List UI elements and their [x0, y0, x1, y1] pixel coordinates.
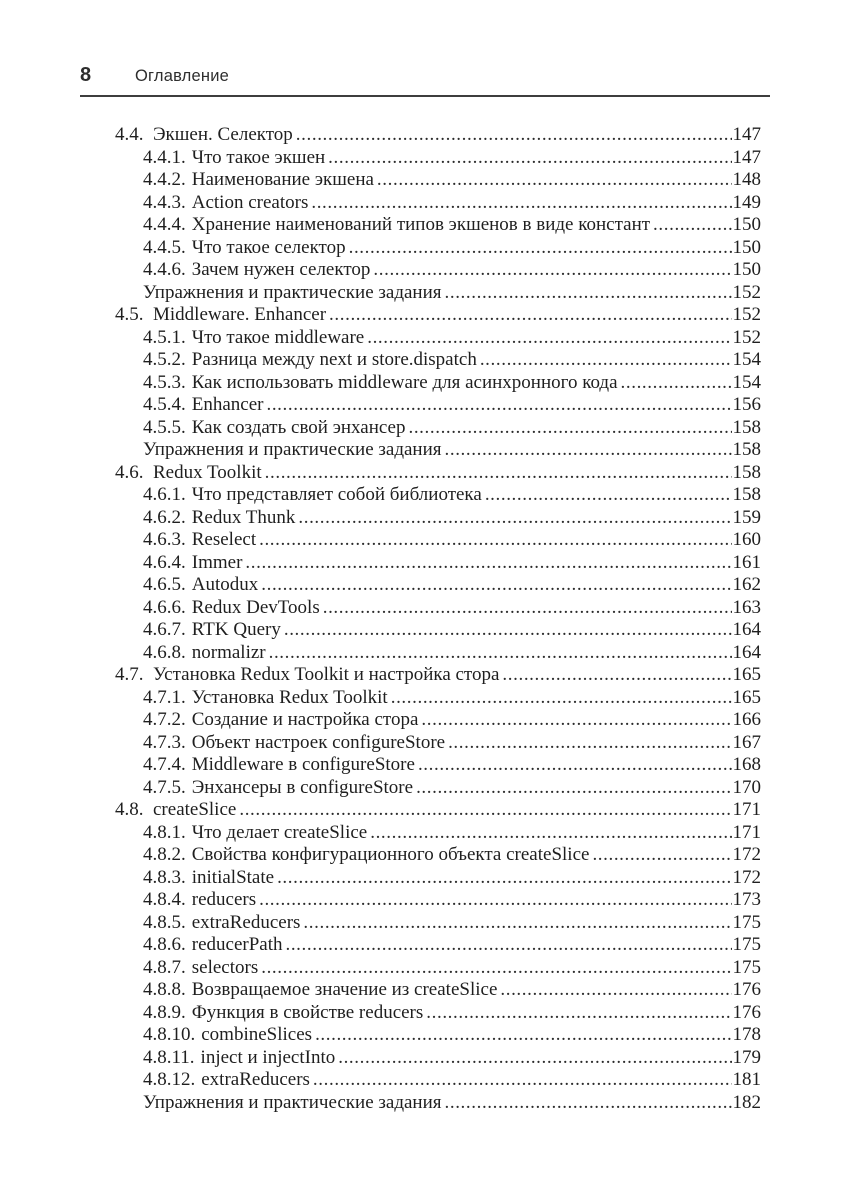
toc-entry-title: Что представляет собой библиотека [191, 484, 482, 505]
toc-entry-title: initialState [191, 866, 275, 888]
toc-entry-number: 4.6. [115, 461, 144, 483]
toc-entry-page: 165 [732, 686, 761, 708]
toc-entry-number: 4.6.5. [143, 574, 186, 595]
toc-entry-number: 4.8.11. [143, 1046, 195, 1068]
toc-entry-title: Объект настроек configureStore [191, 731, 446, 753]
toc-entry-page: 158 [732, 416, 761, 438]
toc-entry-number: 4.5.2. [143, 349, 186, 370]
toc-entry-title: Redux Thunk [191, 506, 296, 528]
toc-entry-page: 152 [732, 304, 761, 325]
toc-entry[interactable] [115, 552, 761, 575]
dot-leader [426, 1002, 731, 1025]
toc-entry[interactable] [115, 912, 761, 935]
toc-entry-title: Свойства конфигурационного объекта createSlice [191, 844, 590, 865]
toc-entry-number: 4.6.4. [143, 551, 186, 573]
dot-leader [373, 259, 731, 282]
dot-leader [296, 124, 732, 147]
toc-entry[interactable] [115, 709, 761, 732]
dot-leader [377, 169, 732, 192]
toc-entry-number: 4.6.1. [143, 484, 186, 505]
toc-entry-title: Хранение наименований типов экшенов в виде констант [191, 214, 651, 235]
dot-leader [445, 1092, 732, 1115]
toc-entry-number: 4.5.1. [143, 326, 186, 348]
toc-entry[interactable] [115, 214, 761, 237]
toc-entry-page: 147 [732, 124, 761, 145]
toc-entry-number: 4.5. [115, 304, 144, 325]
toc-entry-number: 4.5.4. [143, 394, 186, 415]
toc-entry[interactable] [115, 844, 761, 867]
toc-entry-title: Возвращаемое значение из createSlice [191, 979, 498, 1000]
toc-entry-title: createSlice [153, 799, 237, 820]
dot-leader [311, 192, 731, 215]
header-rule [80, 95, 770, 97]
toc-entry-number: 4.7.2. [143, 709, 186, 730]
dot-leader [285, 934, 731, 957]
toc-entry[interactable] [115, 192, 761, 215]
dot-leader [313, 1069, 732, 1092]
toc-entry-title: Наименование экшена [191, 169, 374, 190]
toc-entry-number: 4.7.3. [143, 731, 186, 753]
toc-entry[interactable] [115, 867, 761, 890]
toc-entry-number: 4.8.10. [143, 1024, 196, 1045]
toc-entry-page: 171 [732, 799, 761, 820]
toc-entry-page: 161 [732, 551, 761, 573]
toc-entry-page: 148 [732, 169, 761, 190]
toc-entry-number: 4.8.5. [143, 911, 186, 933]
toc-entry-number: 4.6.7. [143, 619, 186, 640]
toc-entry-title: RTK Query [191, 619, 281, 640]
toc-entry-number: 4.4.4. [143, 214, 186, 235]
dot-leader [266, 394, 731, 417]
toc-entry-number: 4.8.7. [143, 956, 186, 978]
toc-entry[interactable] [115, 1002, 761, 1025]
toc-entry[interactable] [115, 979, 761, 1002]
dot-leader [298, 507, 731, 530]
toc-entry-number: 4.6.3. [143, 529, 186, 550]
toc-entry-page: 170 [732, 776, 761, 798]
toc-entry[interactable] [115, 169, 761, 192]
toc-entry-title: reducerPath [191, 934, 283, 955]
dot-leader [259, 889, 731, 912]
toc-entry-title: Action creators [191, 191, 309, 213]
dot-leader [259, 529, 731, 552]
toc-entry-page: 176 [732, 1001, 761, 1023]
toc-entry-number: 4.8.6. [143, 934, 186, 955]
toc-entry-title: Зачем нужен селектор [191, 259, 371, 280]
toc-entry-number: 4.4.2. [143, 169, 186, 190]
toc-entry-page: 168 [732, 754, 761, 775]
toc-entry-page: 181 [732, 1069, 761, 1090]
toc-entry-title: Упражнения и практические задания [143, 439, 442, 460]
dot-leader [245, 552, 731, 575]
toc-entry-page: 175 [732, 911, 761, 933]
dot-leader [500, 979, 731, 1002]
toc-entry-page: 152 [732, 281, 761, 303]
dot-leader [328, 147, 731, 170]
table-of-contents [115, 124, 761, 1114]
toc-entry-title: Создание и настройка стора [191, 709, 419, 730]
toc-entry[interactable] [115, 934, 761, 957]
toc-entry[interactable] [115, 282, 761, 305]
toc-entry-number: 4.8.3. [143, 866, 186, 888]
dot-leader [239, 799, 731, 822]
toc-entry-page: 178 [732, 1024, 761, 1045]
toc-entry-title: Упражнения и практические задания [143, 281, 442, 303]
toc-entry[interactable] [115, 754, 761, 777]
dot-leader [338, 1047, 731, 1070]
toc-entry[interactable] [115, 484, 761, 507]
toc-entry-page: 171 [732, 821, 761, 843]
dot-leader [408, 417, 731, 440]
dot-leader [592, 844, 731, 867]
dot-leader [445, 439, 732, 462]
dot-leader [421, 709, 731, 732]
toc-entry[interactable] [115, 394, 761, 417]
toc-entry-page: 149 [732, 191, 761, 213]
toc-entry[interactable] [115, 1092, 761, 1115]
toc-entry-number: 4.4.1. [143, 146, 186, 168]
toc-entry-title: Упражнения и практические задания [143, 1091, 442, 1113]
toc-entry-page: 182 [732, 1091, 761, 1113]
toc-entry[interactable] [115, 889, 761, 912]
toc-entry-number: 4.8.12. [143, 1069, 196, 1090]
toc-entry-title: Функция в свойстве reducers [191, 1001, 424, 1023]
toc-entry-page: 175 [732, 956, 761, 978]
dot-leader [445, 282, 732, 305]
toc-entry-title: extraReducers [201, 1069, 310, 1090]
toc-entry[interactable] [115, 462, 761, 485]
toc-entry[interactable] [115, 124, 761, 147]
toc-entry-title: Immer [191, 551, 243, 573]
toc-entry-page: 154 [732, 371, 761, 393]
toc-entry[interactable] [115, 417, 761, 440]
toc-entry-page: 175 [732, 934, 761, 955]
dot-leader [370, 822, 731, 845]
dot-leader [502, 664, 731, 687]
dot-leader [480, 349, 732, 372]
toc-entry-page: 172 [732, 844, 761, 865]
toc-entry-page: 150 [732, 236, 761, 258]
toc-entry-title: Как использовать middleware для асинхронного кода [191, 371, 618, 393]
toc-entry-page: 156 [732, 394, 761, 415]
page-number: 8 [80, 64, 92, 86]
toc-entry-page: 150 [732, 214, 761, 235]
dot-leader [329, 304, 731, 327]
dot-leader [349, 237, 732, 260]
toc-entry[interactable] [115, 507, 761, 530]
toc-entry-number: 4.7.4. [143, 754, 186, 775]
toc-entry-title: Разница между next и store.dispatch [191, 349, 477, 370]
toc-entry-page: 173 [732, 889, 761, 910]
dot-leader [653, 214, 731, 237]
toc-entry-page: 160 [732, 529, 761, 550]
toc-entry-number: 4.7. [115, 664, 144, 685]
toc-entry-page: 150 [732, 259, 761, 280]
toc-entry-page: 166 [732, 709, 761, 730]
toc-entry-title: Что такое middleware [191, 326, 365, 348]
toc-entry-title: Middleware в configureStore [191, 754, 415, 775]
toc-entry-page: 164 [732, 641, 761, 663]
toc-entry-title: Redux Toolkit [153, 461, 262, 483]
toc-entry-page: 164 [732, 619, 761, 640]
toc-entry[interactable] [115, 597, 761, 620]
toc-entry[interactable] [115, 777, 761, 800]
dot-leader [485, 484, 732, 507]
toc-entry[interactable] [115, 664, 761, 687]
toc-entry-number: 4.4. [115, 124, 144, 145]
toc-entry-page: 147 [732, 146, 761, 168]
toc-entry-title: Enhancer [191, 394, 264, 415]
toc-entry-page: 158 [732, 439, 761, 460]
toc-entry-page: 165 [732, 664, 761, 685]
toc-entry[interactable] [115, 529, 761, 552]
toc-entry-title: Autodux [191, 574, 259, 595]
toc-entry[interactable] [115, 237, 761, 260]
toc-entry-number: 4.7.1. [143, 686, 186, 708]
toc-entry-number: 4.8. [115, 799, 144, 820]
running-head-title: Оглавление [135, 67, 229, 85]
toc-entry[interactable] [115, 822, 761, 845]
toc-entry-title: Reselect [191, 529, 257, 550]
toc-entry[interactable] [115, 687, 761, 710]
dot-leader [265, 462, 732, 485]
toc-entry-title: Middleware. Enhancer [153, 304, 327, 325]
toc-entry-title: Что делает createSlice [191, 821, 368, 843]
toc-entry-number: 4.4.3. [143, 191, 186, 213]
toc-entry[interactable] [115, 304, 761, 327]
toc-entry-title: Что такое селектор [191, 236, 346, 258]
toc-entry[interactable] [115, 1024, 761, 1047]
toc-entry[interactable] [115, 1069, 761, 1092]
dot-leader [269, 642, 732, 665]
toc-entry[interactable] [115, 349, 761, 372]
toc-entry[interactable] [115, 372, 761, 395]
toc-entry-title: inject и injectInto [200, 1046, 336, 1068]
toc-entry[interactable] [115, 259, 761, 282]
toc-entry-page: 163 [732, 596, 761, 618]
toc-entry-title: combineSlices [201, 1024, 313, 1045]
toc-entry[interactable] [115, 642, 761, 665]
toc-entry[interactable] [115, 957, 761, 980]
toc-entry-title: Энхансеры в configureStore [191, 776, 414, 798]
toc-entry-number: 4.7.5. [143, 776, 186, 798]
dot-leader [621, 372, 732, 395]
toc-entry-page: 167 [732, 731, 761, 753]
toc-entry-page: 176 [732, 979, 761, 1000]
toc-entry-number: 4.6.2. [143, 506, 186, 528]
toc-entry-page: 152 [732, 326, 761, 348]
toc-entry-number: 4.8.1. [143, 821, 186, 843]
toc-entry-title: Установка Redux Toolkit [191, 686, 388, 708]
toc-entry-number: 4.8.9. [143, 1001, 186, 1023]
toc-entry[interactable] [115, 732, 761, 755]
toc-entry-page: 162 [732, 574, 761, 595]
dot-leader [284, 619, 732, 642]
dot-leader [315, 1024, 731, 1047]
toc-entry[interactable] [115, 619, 761, 642]
dot-leader [391, 687, 732, 710]
toc-entry[interactable] [115, 799, 761, 822]
toc-entry-title: Что такое экшен [191, 146, 326, 168]
toc-entry-title: Установка Redux Toolkit и настройка стора [153, 664, 500, 685]
toc-entry-number: 4.5.5. [143, 416, 186, 438]
dot-leader [261, 574, 731, 597]
toc-entry-number: 4.8.8. [143, 979, 186, 1000]
toc-entry[interactable] [115, 574, 761, 597]
toc-entry-page: 159 [732, 506, 761, 528]
toc-entry[interactable] [115, 327, 761, 350]
dot-leader [277, 867, 731, 890]
toc-entry[interactable] [115, 1047, 761, 1070]
toc-entry-title: normalizr [191, 641, 266, 663]
toc-entry[interactable] [115, 439, 761, 462]
toc-entry-number: 4.8.4. [143, 889, 186, 910]
toc-entry[interactable] [115, 147, 761, 170]
toc-entry-title: reducers [191, 889, 257, 910]
toc-entry-number: 4.6.8. [143, 641, 186, 663]
toc-entry-page: 179 [732, 1046, 761, 1068]
dot-leader [367, 327, 731, 350]
toc-entry-title: Экшен. Селектор [153, 124, 293, 145]
dot-leader [416, 777, 731, 800]
toc-entry-title: Как создать свой энхансер [191, 416, 406, 438]
dot-leader [418, 754, 732, 777]
toc-entry-number: 4.8.2. [143, 844, 186, 865]
dot-leader [303, 912, 731, 935]
dot-leader [448, 732, 731, 755]
toc-entry-title: selectors [191, 956, 259, 978]
toc-entry-page: 158 [732, 461, 761, 483]
toc-entry-number: 4.5.3. [143, 371, 186, 393]
dot-leader [323, 597, 732, 620]
toc-entry-title: Redux DevTools [191, 596, 320, 618]
dot-leader [261, 957, 731, 980]
toc-entry-number: 4.6.6. [143, 596, 186, 618]
running-head [80, 64, 770, 97]
toc-entry-number: 4.4.5. [143, 236, 186, 258]
toc-entry-page: 172 [732, 866, 761, 888]
toc-entry-page: 158 [732, 484, 761, 505]
toc-entry-title: extraReducers [191, 911, 301, 933]
toc-entry-number: 4.4.6. [143, 259, 186, 280]
toc-entry-page: 154 [732, 349, 761, 370]
